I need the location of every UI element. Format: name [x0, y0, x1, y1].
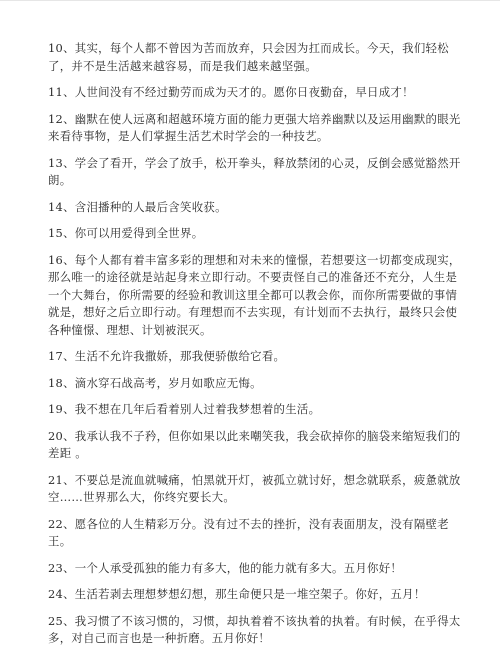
paragraph-13: 13、学会了看开，学会了放手，松开拳头，释放禁闭的心灵，反倒会感觉豁然开朗。 — [48, 155, 461, 187]
paragraph-23: 23、一个人承受孤独的能力有多大，他的能力就有多大。五月你好！ — [48, 560, 403, 575]
paragraph-21: 21、不要总是流血就喊痛，怕黑就开灯，被孤立就讨好，想念就联系，疲惫就放空……世界那么大，你终究要长大。 — [48, 472, 461, 504]
top-divider — [0, 0, 500, 1]
paragraph-10: 10、其实，每个人都不曾因为苦而放弃，只会因为扛而成长。今天，我们轻松了，并不是生活越来越容易，而是我们越来越坚强。 — [48, 41, 449, 73]
paragraph-15: 15、你可以用爱得到全世界。 — [48, 226, 204, 240]
paragraph-17: 17、生活不允许我撒娇，那我便骄傲给它看。 — [48, 349, 286, 363]
paragraph-19: 19、我不想在几年后看着别人过着我梦想着的生活。 — [48, 402, 321, 416]
paragraph-20: 20、我承认我不子矜，但你如果以此来嘲笑我，我会砍掉你的脑袋来缩短我们的差距 。 — [48, 428, 461, 460]
paragraph-18: 18、滴水穿石战高考，岁月如歌应无悔。 — [48, 375, 262, 390]
paragraph-16: 16、每个人都有着丰富多彩的理想和对未来的憧憬，若想要这一切都变成现实，那么唯一的途径就是站起身来立即行动。不要责怪自己的准备还不充分，人生是一个大舞台，你所需要的经验和教训这里全都可以教会你，而你所需要做的事情就是，想好之后立即行动。有理想而不去实现，有计划而不去执行，最终只会使各种憧憬、理想、计划被泯灭。 — [48, 252, 461, 337]
paragraph-24: 24、生活若剥去理想梦想幻想，那生命便只是一堆空架子。你好，五月！ — [48, 587, 426, 601]
document-body — [48, 40, 468, 657]
paragraph-12: 12、幽默在使人远离和超越环境方面的能力更强大培养幽默以及运用幽默的眼光来看待事物，是人们掌握生活艺术时学会的一种技艺。 — [48, 111, 461, 143]
paragraph-11: 11、人世间没有不经过勤劳而成为天才的。愿你日夜勤奋，早日成才！ — [48, 85, 414, 99]
paragraph-14: 14、含泪播种的人最后含笑收获。 — [48, 199, 227, 214]
paragraph-22: 22、愿各位的人生精彩万分。没有过不去的挫折，没有表面朋友，没有隔壁老王。 — [48, 516, 449, 548]
paragraph-25: 25、我习惯了不该习惯的，习惯，却执着着不该执着的执着。有时候，在乎得太多，对自己而言也是一种折磨。五月你好！ — [48, 613, 461, 645]
